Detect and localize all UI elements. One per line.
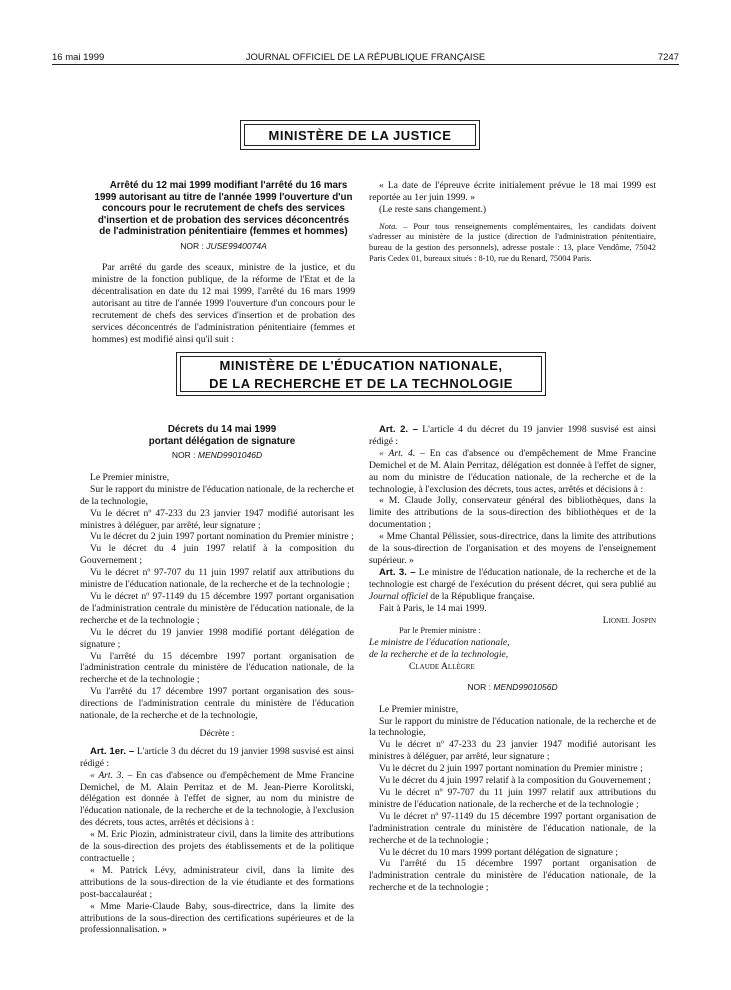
visa-paragraph: Vu l'arrêté du 17 décembre 1997 portant organisation des sous-directions de l'administration centrale du ministère de l'éducation nationale, de la recherche et de la technologie, — [80, 686, 354, 722]
visa-paragraph: Vu l'arrêté du 15 décembre 1997 portant organisation de l'administration centrale du ministère de l'éducation nationale, de la recherche et de la technologie ; — [369, 858, 656, 894]
fait-a-paris: Fait à Paris, le 14 mai 1999. — [379, 602, 487, 614]
article-1: Art. 1er. – L'article 3 du décret du 19 janvier 1998 susvisé est ainsi rédigé : — [80, 745, 355, 769]
visa-paragraph: Vu l'arrêté du 15 décembre 1997 portant organisation de l'administration centrale du ministère de l'éducation nationale, de la recherche et de la technologie ; — [80, 650, 354, 686]
decree-nor-1: NOR : MEND9901046D — [171, 450, 263, 460]
header-journal: JOURNAL OFFICIEL DE LA RÉPUBLIQUE FRANÇAISE — [245, 52, 486, 63]
justice-left-column — [92, 180, 355, 346]
ministry-education-line2: DE LA RECHERCHE ET DE LA TECHNOLOGIE — [209, 376, 513, 391]
justice-arrete-title: Arrêté du 12 mai 1999 modifiant l'arrêté du 16 mars 1999 autorisant au titre de l'année 1999 l'ouverture d'un concours pour le recrutement de chefs des services d'insertion et de probation des services déconcentrés de l'administration pénitentiaire (femmes et hommes) — [94, 180, 353, 237]
visa-paragraph: Vu le décret nº 97-1149 du 15 décembre 1997 portant organisation de l'administration centrale du ministère de l'éducation nationale, de la recherche et de la technologie ; — [369, 810, 656, 846]
decree-title-line1: Décrets du 14 mai 1999 — [167, 424, 277, 435]
header-rule — [52, 64, 679, 65]
signature-jospin: Lionel Jospin — [602, 614, 656, 626]
ministry-education-line1: MINISTÈRE DE L'ÉDUCATION NATIONALE, — [219, 358, 503, 373]
ministry-justice-box — [240, 120, 480, 150]
justice-body: Par arrêté du garde des sceaux, ministre de la justice, et du ministre de la fonction publique, de la réforme de l'Etat et de la décentralisation en date du 12 mai 1999, l'arrêté du 16 mars 1999 autorisant au titre de l'année 1999 l'ouverture d'un concours pour le recrutement de chefs des services d'insertion et de probation des services déconcentrés de l'administration pénitentiaire (femmes et hommes) est modifié ainsi qu'il suit : — [92, 262, 355, 345]
article-1-quote: « Art. 3. – En cas d'absence ou d'empêchement de Mme Francine Demichel, de M. Alain Perritaz et de M. Jean-Pierre Korolitski, délégation est donnée à l'effet de signer, au nom du ministre de l'éducation nationale, de la recherche et de la technologie, à l'exclusion des décrets, tous actes, arrêtés et décisions à : — [80, 769, 355, 829]
visa-paragraph: Vu le décret nº 97-707 du 11 juin 1997 relatif aux attributions du ministre de l'éducation nationale, de la recherche et de la technologie ; — [80, 567, 354, 591]
visa-paragraph: Vu le décret du 4 juin 1997 relatif à la composition du Gouvernement ; — [80, 543, 354, 567]
minister-role-line1: Le ministre de l'éducation nationale, — [369, 637, 510, 648]
article-3: Art. 3. – Le ministre de l'éducation nationale, de la recherche et de la technologie est chargé de l'exécution du présent décret, qui sera publié au Journal officiel de la République française. — [369, 566, 656, 602]
ministry-justice-title: MINISTÈRE DE LA JUSTICE — [268, 128, 452, 143]
justice-nota: Nota. – Pour tous renseignements complémentaires, les candidats doivent s'adresser au ministère de la justice (direction de l'administration pénitentiaire, bureau de la gestion des personnels), adresse postale : 13, place Vendôme, 75042 Paris Cedex 01, bureaux situés : 8-10, rue du Renard, 75004 Paris. — [369, 221, 656, 263]
visa-paragraph: Vu le décret du 4 juin 1997 relatif à la composition du Gouvernement ; — [379, 775, 651, 787]
article-2-quote: « Art. 4. – En cas d'absence ou d'empêchement de Mme Francine Demichel et de M. Alain Perritaz, délégation est donnée à l'effet de signer, au nom du ministre de l'éducation nationale, de la recherche et de la technologie, à l'exclusion des décrets, tous actes, arrêtés et décisions à : — [369, 447, 657, 495]
visa-paragraph: Le Premier ministre, — [90, 471, 170, 483]
minister-role-line2: de la recherche et de la technologie, — [369, 648, 509, 660]
delegation-item: « Mme Chantal Pélissier, sous-directrice, dans la limite des attributions de la sous-direction de l'organisation et des moyens de l'enseignement supérieur. » — [369, 531, 656, 566]
visa-paragraph: Vu le décret nº 47-233 du 23 janvier 1947 modifié autorisant les ministres à déléguer, par arrêté, leur signature ; — [369, 739, 656, 763]
visa-paragraph: Vu le décret du 19 janvier 1998 modifié portant délégation de signature ; — [80, 626, 354, 650]
box-inner-frame — [244, 124, 476, 146]
header-date: 16 mai 1999 — [52, 52, 105, 63]
justice-quote-date: « La date de l'épreuve écrite initialement prévue le 18 mai 1999 est reportée au 1er juin 1999. » — [369, 180, 656, 203]
article-2: Art. 2. – L'article 4 du décret du 19 janvier 1998 susvisé est ainsi rédigé : — [369, 424, 656, 447]
visa-paragraph: Vu le décret du 2 juin 1997 portant nomination du Premier ministre ; — [90, 531, 354, 543]
visa-paragraph: Vu le décret nº 97-707 du 11 juin 1997 relatif aux attributions du ministre de l'éducation nationale, de la recherche et de la technologie ; — [369, 786, 656, 810]
decree-title-line2: portant délégation de signature — [148, 435, 296, 447]
education-right-column — [369, 424, 656, 894]
visa-paragraph: Le Premier ministre, — [379, 703, 459, 715]
ministry-education-box — [176, 352, 546, 396]
visa-paragraph: Vu le décret du 2 juin 1997 portant nomination du Premier ministre ; — [379, 763, 643, 775]
delegation-item: « Mme Marie-Claude Baby, sous-directrice, dans la limite des attributions de la sous-direction des certifications supérieures et de la professionnalisation. » — [80, 900, 354, 936]
box-inner-frame — [180, 356, 542, 392]
par-le-premier-ministre: Par le Premier ministre : — [399, 626, 481, 636]
visa-paragraph: Vu le décret nº 97-1149 du 15 décembre 1997 portant organisation de l'administration centrale du ministère de l'éducation nationale, de la recherche et de la technologie ; — [80, 590, 354, 626]
decrete-label: Décrète : — [199, 727, 235, 739]
visa-paragraph: Vu le décret du 10 mars 1999 portant délégation de signature ; — [379, 846, 618, 858]
justice-right-column — [369, 180, 656, 264]
delegation-item: « M. Patrick Lévy, administrateur civil, dans la limite des attributions de la sous-direction de la vie étudiante et des formations post-baccalauréat ; — [80, 864, 354, 900]
justice-nor: NOR : JUSE9940074A — [180, 240, 267, 251]
delegation-item: « M. Eric Piozin, administrateur civil, dans la limite des attributions de la sous-direction des projets des établissements et de la politique contractuelle ; — [80, 829, 354, 864]
visa-paragraph: Sur le rapport du ministre de l'éducation nationale, de la recherche et de la technologie, — [369, 715, 656, 739]
header-page-number: 7247 — [657, 52, 679, 63]
justice-quote-rest: (Le reste sans changement.) — [379, 203, 487, 215]
visa-paragraph: Sur le rapport du ministre de l'éducation nationale, de la recherche et de la technologie, — [80, 483, 354, 507]
education-left-column — [80, 424, 354, 936]
signature-allegre: Claude Allègre — [409, 660, 475, 672]
visa-paragraph: Vu le décret nº 47-233 du 23 janvier 1947 modifié autorisant les ministres à déléguer, par arrêté, leur signature ; — [80, 507, 354, 531]
delegation-item: « M. Claude Jolly, conservateur général des bibliothèques, dans la limite des attributions de la sous-direction des bibliothèques et de la documentation ; — [369, 495, 656, 531]
decree-nor-2: NOR : MEND9901056D — [467, 681, 558, 692]
